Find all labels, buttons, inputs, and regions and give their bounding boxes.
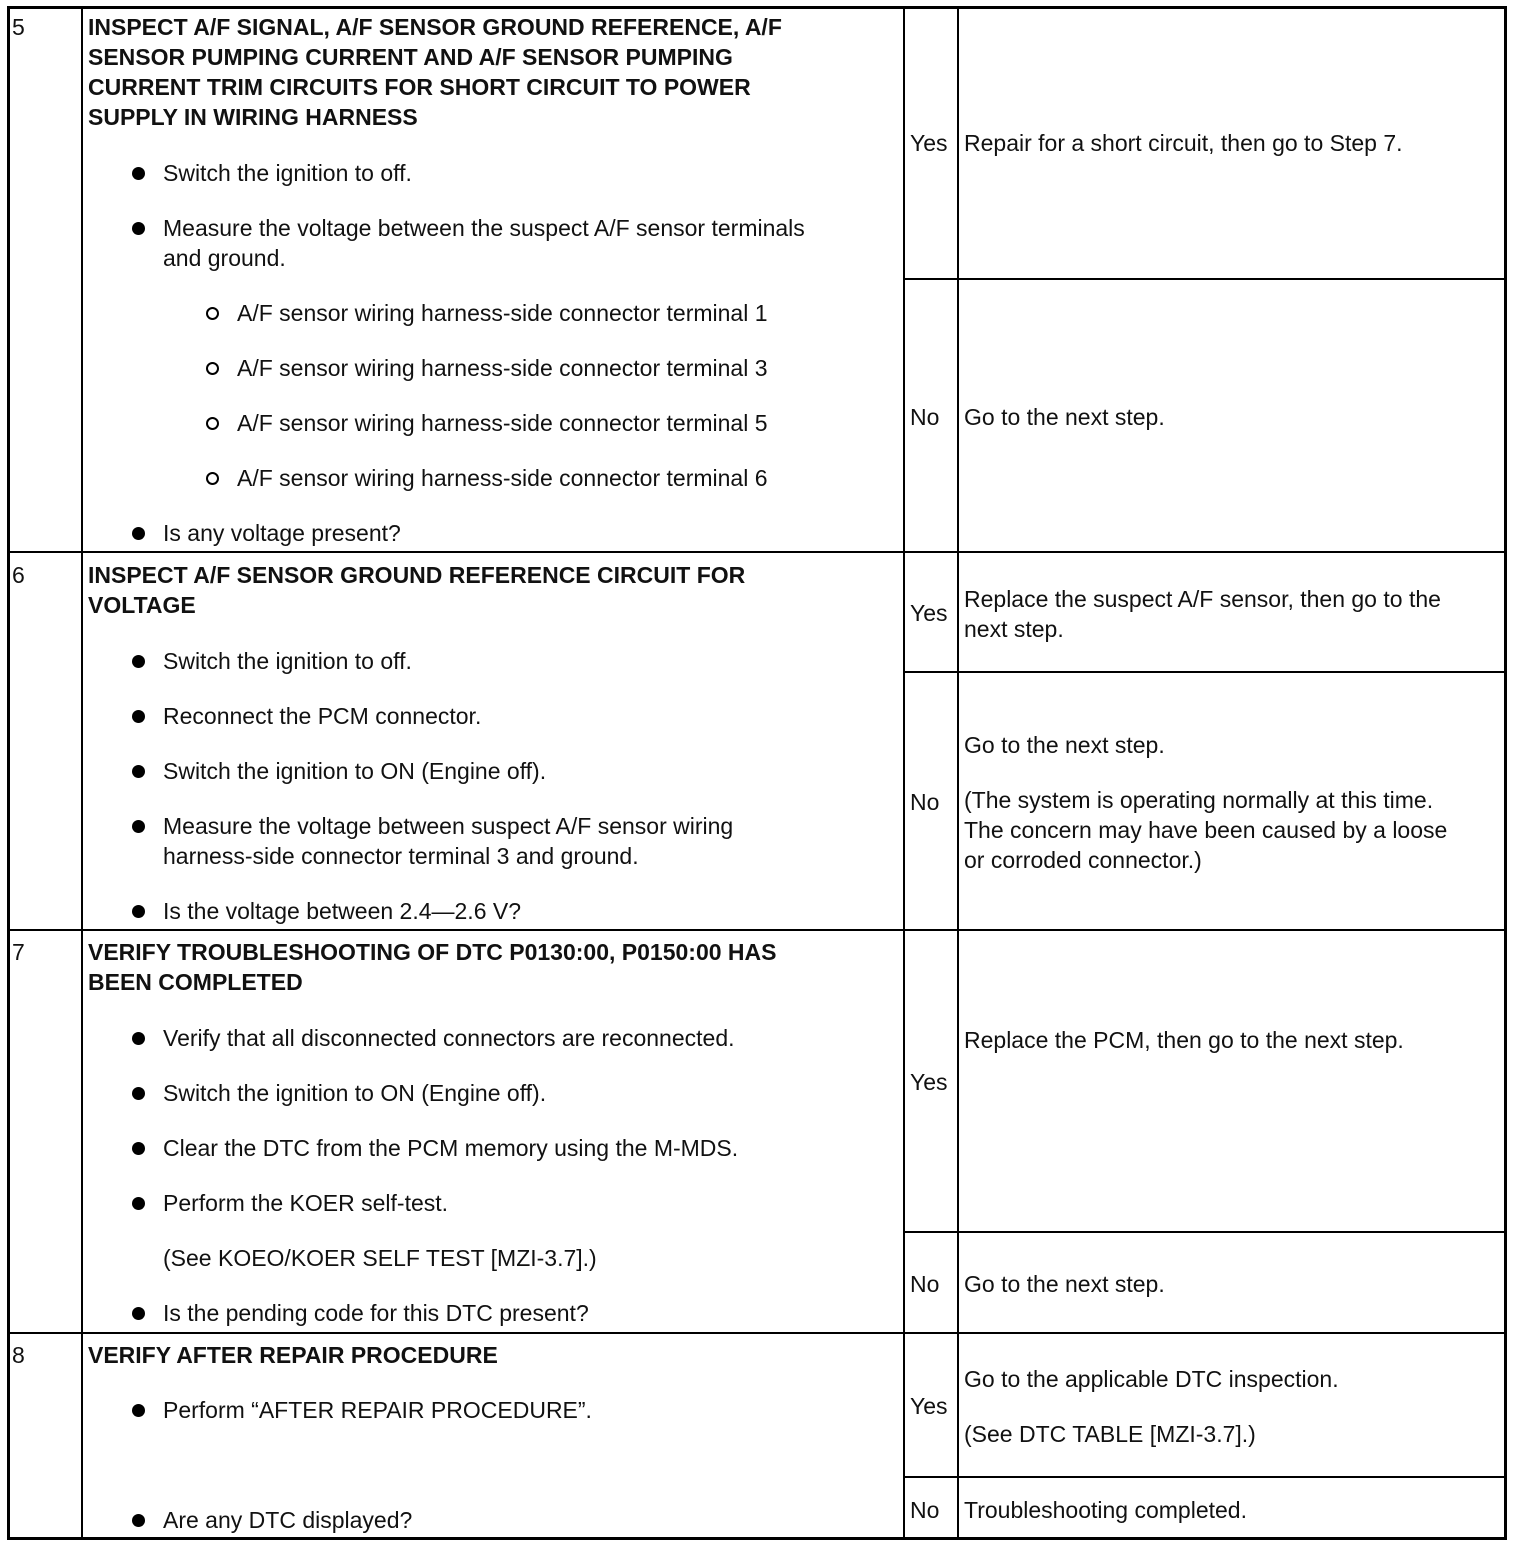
bullet-icon xyxy=(132,1087,145,1100)
bullet-icon xyxy=(132,655,145,668)
no-label: No xyxy=(910,789,940,815)
step-heading-line: SENSOR PUMPING CURRENT AND A/F SENSOR PUMPING xyxy=(88,44,733,70)
yes-no-divider xyxy=(903,1231,1507,1233)
yes-action-continued: next step. xyxy=(964,616,1064,642)
step-number: 7 xyxy=(12,939,25,965)
bullet-icon xyxy=(132,167,145,180)
column-divider-step xyxy=(81,6,83,1540)
instruction-question: Is the pending code for this DTC present? xyxy=(163,1300,589,1326)
step-heading-line: VERIFY TROUBLESHOOTING OF DTC P0130:00, P0150:00 HAS xyxy=(88,939,777,965)
bullet-icon xyxy=(132,1032,145,1045)
no-action-note: or corroded connector.) xyxy=(964,847,1202,873)
instruction-item-continued: and ground. xyxy=(163,245,286,271)
bullet-icon xyxy=(132,1197,145,1210)
step-heading-line: CURRENT TRIM CIRCUITS FOR SHORT CIRCUIT TO POWER xyxy=(88,74,751,100)
bullet-icon xyxy=(132,710,145,723)
bullet-icon xyxy=(132,1307,145,1320)
sub-instruction-item: A/F sensor wiring harness-side connector terminal 1 xyxy=(237,300,768,326)
bullet-icon xyxy=(132,765,145,778)
step-number: 5 xyxy=(12,14,25,40)
sub-bullet-icon xyxy=(206,417,219,430)
yes-action: Replace the suspect A/F sensor, then go to the xyxy=(964,586,1441,612)
step-number: 6 xyxy=(12,562,25,588)
instruction-question: Is any voltage present? xyxy=(163,520,401,546)
yes-action: Go to the applicable DTC inspection. xyxy=(964,1366,1339,1392)
step-heading-line: INSPECT A/F SIGNAL, A/F SENSOR GROUND REFERENCE, A/F xyxy=(88,14,782,40)
instruction-question: Are any DTC displayed? xyxy=(163,1507,413,1533)
no-action: Go to the next step. xyxy=(964,732,1165,758)
row-divider xyxy=(7,551,1507,553)
instruction-item: Switch the ignition to ON (Engine off). xyxy=(163,758,547,784)
instruction-question: Is the voltage between 2.4—2.6 V? xyxy=(163,898,522,924)
sub-bullet-icon xyxy=(206,307,219,320)
yes-label: Yes xyxy=(910,600,948,626)
instruction-item: Switch the ignition to off. xyxy=(163,648,412,674)
instruction-item: Verify that all disconnected connectors are reconnected. xyxy=(163,1025,735,1051)
yes-no-divider xyxy=(903,671,1507,673)
bullet-icon xyxy=(132,905,145,918)
yes-action: Replace the PCM, then go to the next step. xyxy=(964,1027,1404,1053)
yes-action: Repair for a short circuit, then go to Step 7. xyxy=(964,130,1403,156)
yes-label: Yes xyxy=(910,1069,948,1095)
instruction-item: Reconnect the PCM connector. xyxy=(163,703,482,729)
bullet-icon xyxy=(132,1514,145,1527)
bullet-icon xyxy=(132,1404,145,1417)
column-divider-result xyxy=(903,6,905,1540)
column-divider-action xyxy=(957,6,959,1540)
no-action: Go to the next step. xyxy=(964,404,1165,430)
instruction-item: Switch the ignition to ON (Engine off). xyxy=(163,1080,547,1106)
step-heading-line: INSPECT A/F SENSOR GROUND REFERENCE CIRCUIT FOR xyxy=(88,562,746,588)
sub-instruction-item: A/F sensor wiring harness-side connector terminal 6 xyxy=(237,465,768,491)
instruction-item-continued: harness-side connector terminal 3 and ground. xyxy=(163,843,639,869)
step-heading-line: BEEN COMPLETED xyxy=(88,969,303,995)
sub-bullet-icon xyxy=(206,362,219,375)
no-action-note: (The system is operating normally at this time. xyxy=(964,787,1434,813)
instruction-item: Perform the KOER self-test. xyxy=(163,1190,449,1216)
instruction-item: Clear the DTC from the PCM memory using the M-MDS. xyxy=(163,1135,739,1161)
no-label: No xyxy=(910,1271,940,1297)
yes-no-divider xyxy=(903,278,1507,280)
yes-action-reference: (See DTC TABLE [MZI-3.7].) xyxy=(964,1421,1256,1447)
instruction-item: Measure the voltage between suspect A/F sensor wiring xyxy=(163,813,734,839)
bullet-icon xyxy=(132,1142,145,1155)
sub-bullet-icon xyxy=(206,472,219,485)
step-number: 8 xyxy=(12,1342,25,1368)
instruction-item: Measure the voltage between the suspect A/F sensor terminals xyxy=(163,215,805,241)
no-action: Troubleshooting completed. xyxy=(964,1497,1247,1523)
sub-instruction-item: A/F sensor wiring harness-side connector terminal 5 xyxy=(237,410,768,436)
yes-label: Yes xyxy=(910,130,948,156)
step-heading-line: VOLTAGE xyxy=(88,592,196,618)
bullet-icon xyxy=(132,222,145,235)
bullet-icon xyxy=(132,820,145,833)
step-heading-line: SUPPLY IN WIRING HARNESS xyxy=(88,104,418,130)
bullet-icon xyxy=(132,527,145,540)
yes-label: Yes xyxy=(910,1393,948,1419)
yes-no-divider xyxy=(903,1476,1507,1478)
row-divider xyxy=(7,929,1507,931)
no-label: No xyxy=(910,404,940,430)
instruction-reference: (See KOEO/KOER SELF TEST [MZI-3.7].) xyxy=(163,1245,597,1271)
no-action-note: The concern may have been caused by a loose xyxy=(964,817,1448,843)
instruction-item: Switch the ignition to off. xyxy=(163,160,412,186)
instruction-item: Perform “AFTER REPAIR PROCEDURE”. xyxy=(163,1397,592,1423)
no-label: No xyxy=(910,1497,940,1523)
no-action: Go to the next step. xyxy=(964,1271,1165,1297)
row-divider xyxy=(7,1332,1507,1334)
sub-instruction-item: A/F sensor wiring harness-side connector terminal 3 xyxy=(237,355,768,381)
step-heading-line: VERIFY AFTER REPAIR PROCEDURE xyxy=(88,1342,498,1368)
